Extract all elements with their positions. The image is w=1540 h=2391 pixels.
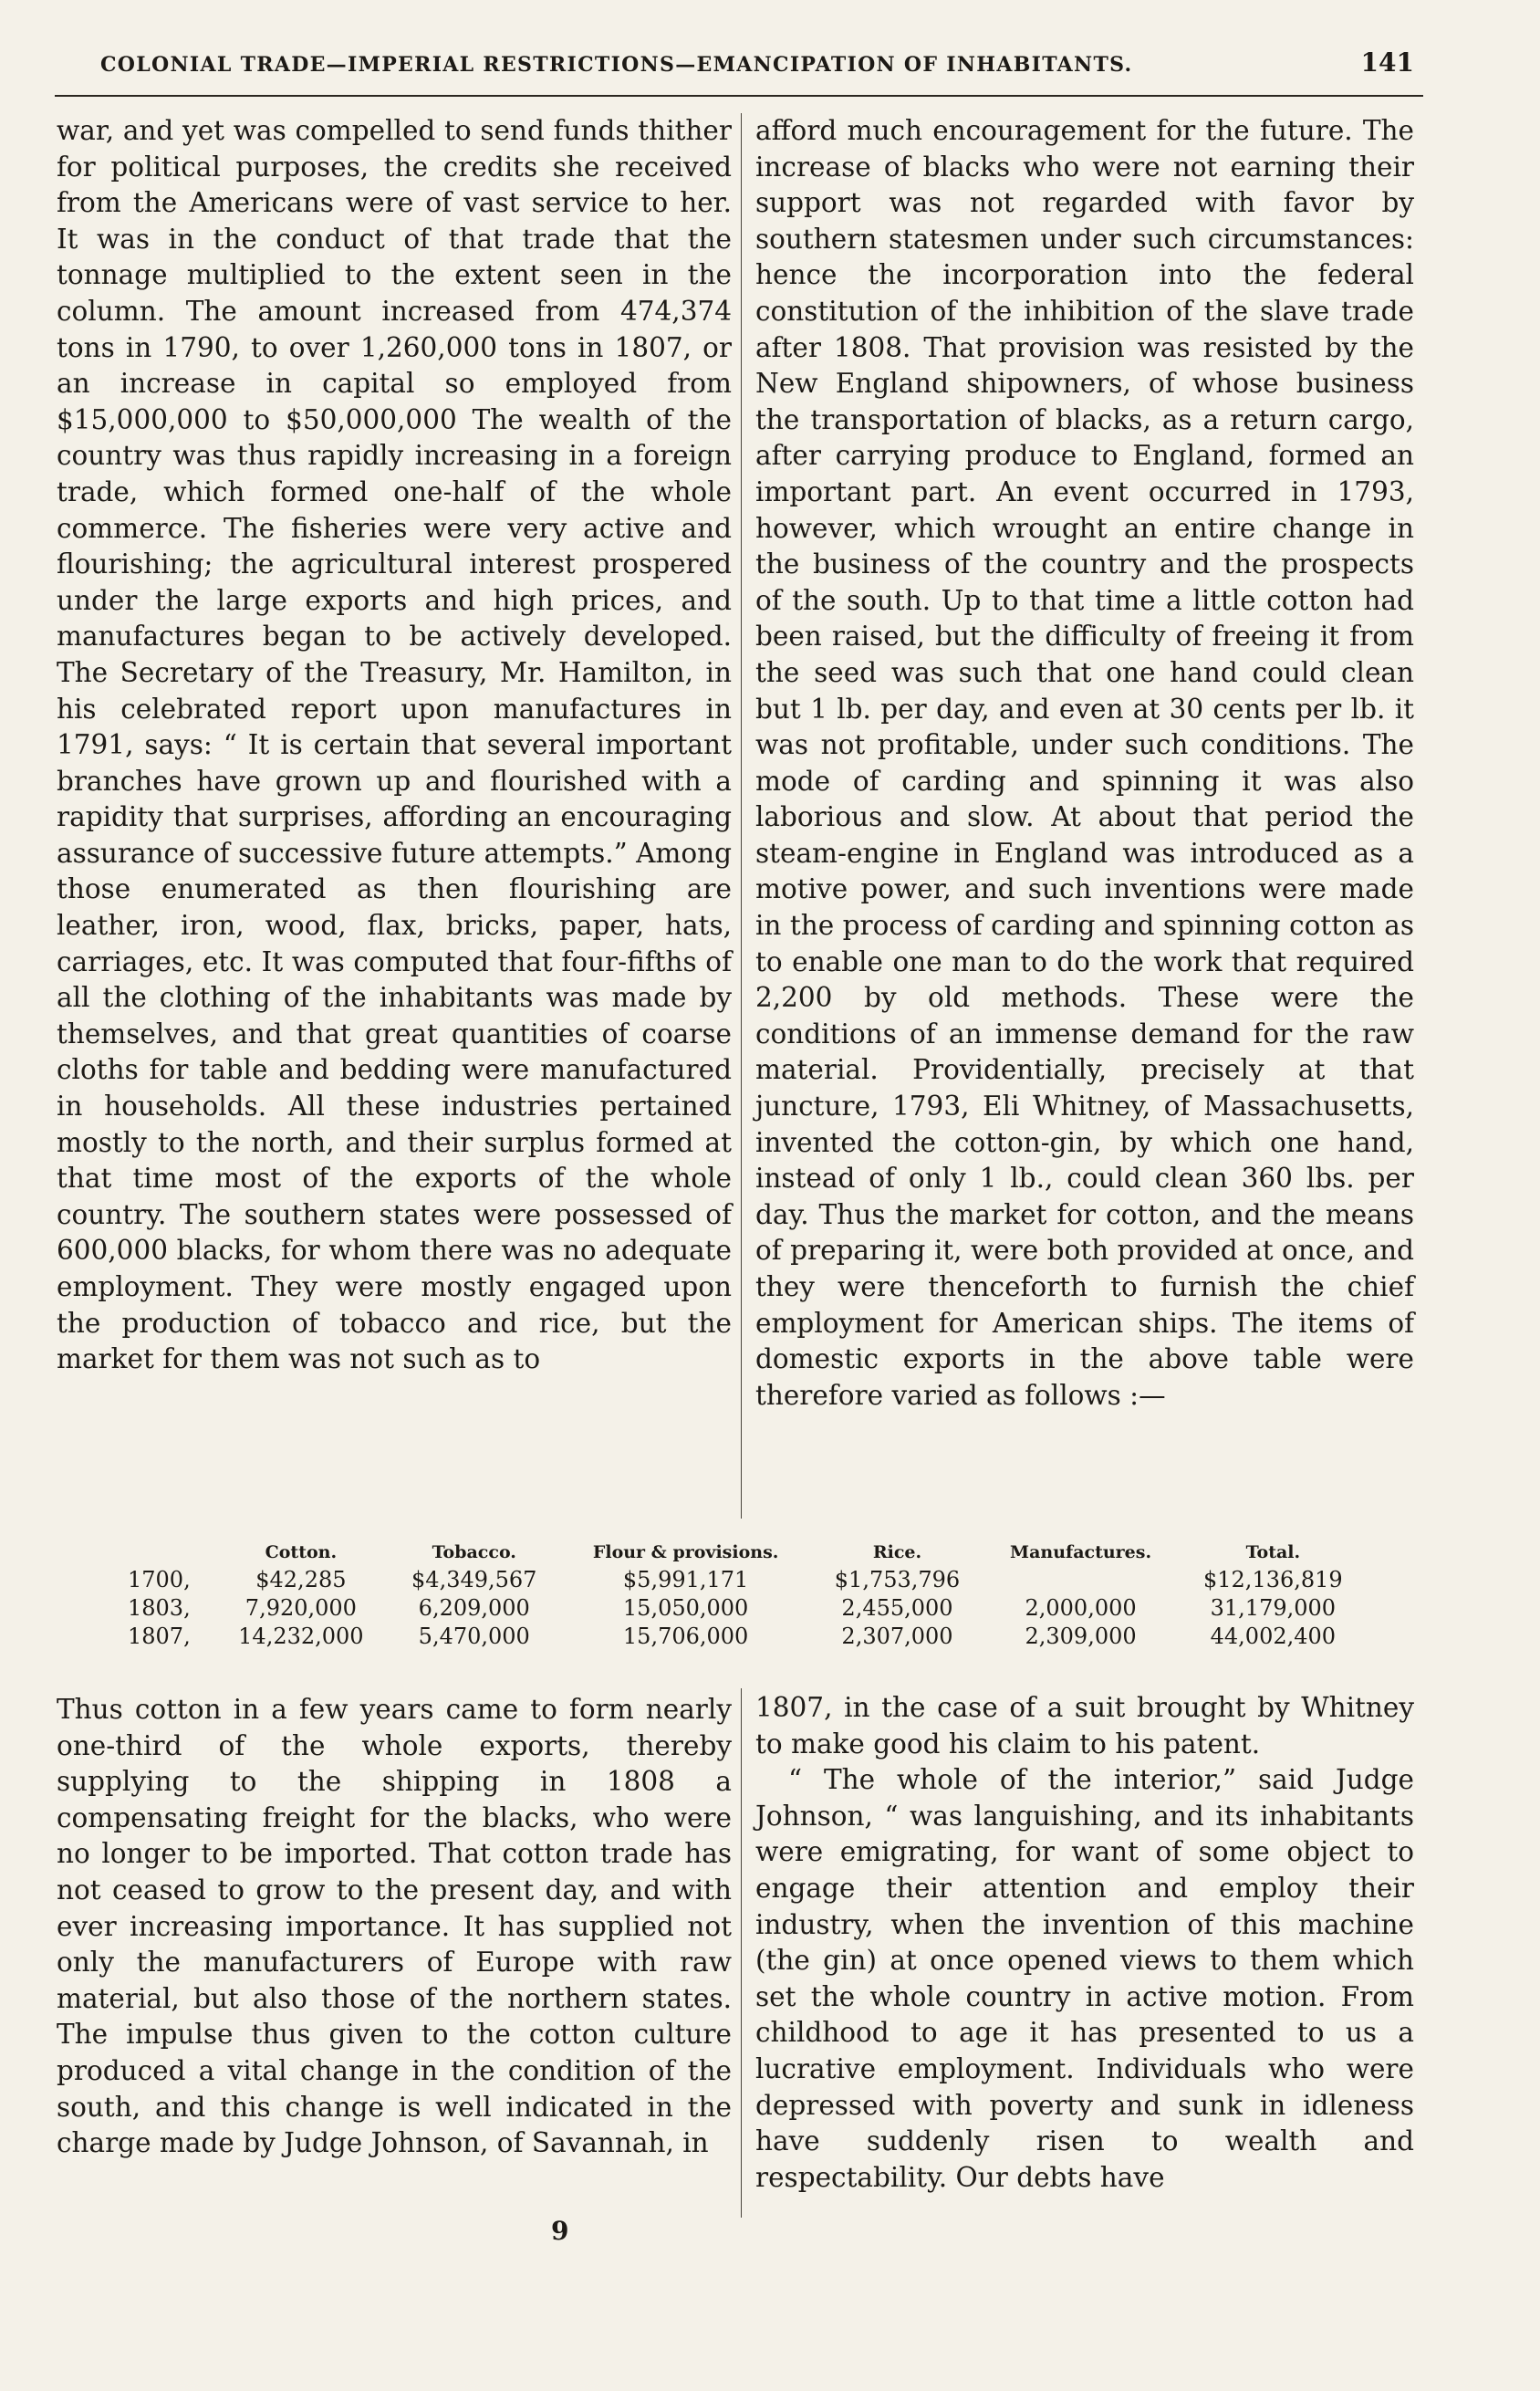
table-cell: 6,209,000 — [418, 1595, 530, 1621]
column-divider-top — [741, 113, 742, 1519]
signature-mark: 9 — [551, 2216, 569, 2246]
page-number: 141 — [1360, 47, 1414, 78]
running-header — [100, 47, 1414, 78]
header-cell: Rice. — [872, 1542, 922, 1562]
header-cell: Total. — [1245, 1542, 1301, 1562]
table-cell: 15,050,000 — [622, 1595, 749, 1621]
table-cell: $5,991,171 — [622, 1567, 749, 1592]
header-cell — [128, 1542, 214, 1566]
header-cell: Flour & provisions. — [592, 1542, 779, 1562]
table-cell: $4,349,567 — [411, 1567, 537, 1592]
table-cell: 2,455,000 — [841, 1595, 953, 1621]
header-cell: Tobacco. — [432, 1542, 516, 1562]
paragraph: “ The whole of the interior,” said Judge Johnson, “ was languishing, and its inhabitants were emigrating, for want of some object to engage their attention and employ their industry, when the invention of this machine (the gin) at once opened views to them which set the whole country in active motion. From childhood to age it has presented to us a lucrative employment. Individuals who were depressed with poverty and sunk in idleness have suddenly risen to wealth and respectability. Our debts have — [755, 1764, 1414, 2193]
column-left-top — [57, 113, 732, 1378]
column-divider-bottom — [741, 1688, 742, 2218]
column-right-top — [755, 113, 1414, 1414]
paragraph: war, and yet was compelled to send funds thither for political purposes, the credits she received from the Americans were of vast service to her. It was in the conduct of that trade that the tonnage multiplied to the extent seen in the column. The amount increased from 474,374 tons in 1790, to over 1,260,000 tons in 1807, or an increase in capital so employed from $15,000,000 to $50,000,000 The wealth of the country was thus rapidly increasing in a foreign trade, which formed one-half of the whole commerce. The fisheries were very active and flourishing; the agricultural interest prospered under the large exports and high prices, and manufactures began to be actively developed. The Secretary of the Treasury, Mr. Hamilton, in his celebrated report upon manufactures in 1791, says: “ It is certain that several important branches have grown up and flourished with a rapidity that surprises, affording an encouraging assurance of successive future attempts.” Among those enumerated as then flourishing are leather, iron, wood, flax, bricks, paper, hats, carriages, etc. It was computed that four-fifths of all the clothing of the inhabitants was made by themselves, and that great quantities of coarse cloths for table and bedding were manufactured in households. All these industries pertained mostly to the north, and their surplus formed at that time most of the exports of the whole country. The southern states were possessed of 600,000 blacks, for whom there was no adequate employment. They were mostly engaged upon the production of tobacco and rice, but the market for them was not such as to — [57, 115, 732, 1375]
column-right-bottom — [755, 1690, 1414, 2196]
year-cell: 1700, — [128, 1567, 191, 1592]
year-cell: 1807, — [128, 1624, 191, 1649]
table-row — [128, 1623, 1368, 1651]
table-cell — [983, 1566, 1177, 1594]
header-rule — [55, 95, 1423, 97]
table-cell: 15,706,000 — [622, 1624, 749, 1649]
table-cell: 2,309,000 — [1025, 1624, 1137, 1649]
table-cell: $42,285 — [255, 1567, 347, 1592]
paragraph: afford much encouragement for the future. The increase of blacks who were not earning their support was not regarded with favor by southern statesmen under such circumstances: hence the incorporation into the federal constitution of the inhibition of the slave trade after 1808. That provision was resisted by the New England shipowners, of whose business the transportation of blacks, as a return cargo, after carrying produce to England, formed an important part. An event occurred in 1793, however, which wrought an entire change in the business of the country and the prospects of the south. Up to that time a little cotton had been raised, but the difficulty of freeing it from the seed was such that one hand could clean but 1 lb. per day, and even at 30 cents per lb. it was not profitable, under such conditions. The mode of carding and spinning it was also laborious and slow. At about that period the steam-engine in England was introduced as a motive power, and such inventions were made in the process of carding and spinning cotton as to enable one man to do the work that required 2,200 by old methods. These were the conditions of an immense demand for the raw material. Providentially, precisely at that juncture, 1793, Eli Whitney, of Massachusetts, invented the cotton-gin, by which one hand, instead of only 1 lb., could clean 360 lbs. per day. Thus the market for cotton, and the means of preparing it, were both provided at once, and they were thenceforth to furnish the chief employment for American ships. The items of domestic exports in the above table were therefore varied as follows :— — [755, 115, 1414, 1411]
table-cell: $12,136,819 — [1203, 1567, 1343, 1592]
exports-table — [128, 1542, 1368, 1651]
table-header-row — [128, 1542, 1368, 1566]
table-cell: 31,179,000 — [1210, 1595, 1337, 1621]
paragraph: Thus cotton in a few years came to form nearly one-third of the whole exports, thereby supplying to the shipping in 1808 a compensating freight for the blacks, who were no longer to be imported. That cotton trade has not ceased to grow to the present day, and with ever increasing importance. It has supplied not only the manufacturers of Europe with raw material, but also those of the northern states. The impulse thus given to the cotton culture produced a vital change in the condition of the south, and this change is well indicated in the charge made by Judge Johnson, of Savannah, in — [57, 1694, 732, 2159]
paragraph: 1807, in the case of a suit brought by Whitney to make good his claim to his patent. — [755, 1692, 1414, 1759]
table-cell: 7,920,000 — [245, 1595, 357, 1621]
running-title: COLONIAL TRADE—IMPERIAL RESTRICTIONS—EMANCIPATION OF INHABITANTS. — [100, 53, 1133, 77]
table-row — [128, 1566, 1368, 1594]
table-cell: 2,307,000 — [841, 1624, 953, 1649]
table-cell: 44,002,400 — [1210, 1624, 1337, 1649]
table-cell: 2,000,000 — [1025, 1595, 1137, 1621]
column-left-bottom — [57, 1692, 732, 2162]
table-cell: $1,753,796 — [834, 1567, 961, 1592]
table-row — [128, 1594, 1368, 1623]
table-cell: 14,232,000 — [238, 1624, 364, 1649]
table-cell: 5,470,000 — [418, 1624, 530, 1649]
header-cell: Manufactures. — [1010, 1542, 1152, 1562]
header-cell: Cotton. — [265, 1542, 338, 1562]
year-cell: 1803, — [128, 1595, 191, 1621]
